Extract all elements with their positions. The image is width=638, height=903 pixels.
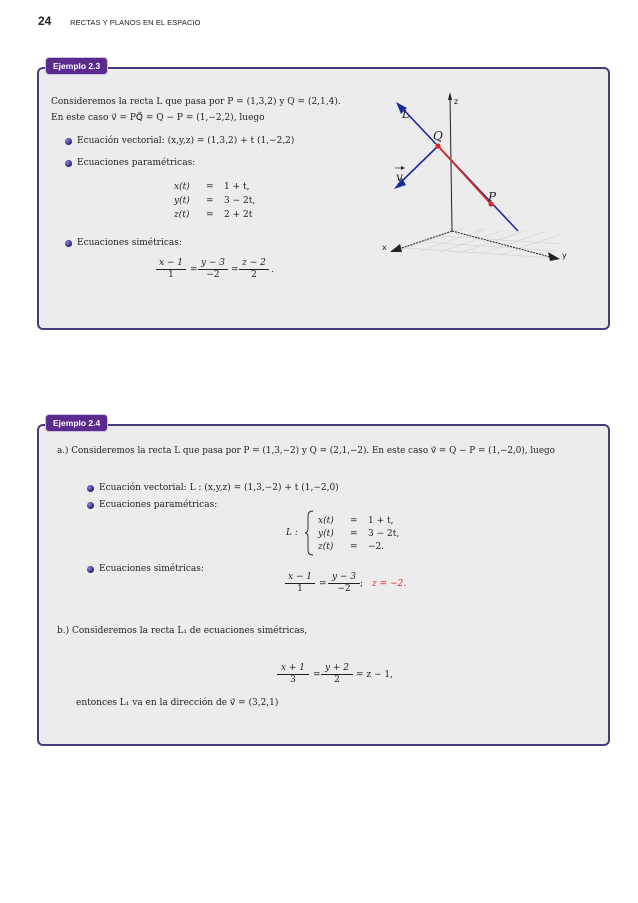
label-L: L xyxy=(402,108,410,121)
bullet-icon xyxy=(65,240,72,247)
ex2-b-line: b.) Consideremos la recta L₁ de ecuaciones simétricas, xyxy=(57,626,308,636)
v-overarrow-icon xyxy=(401,166,405,170)
page-number: 24 xyxy=(38,14,52,28)
segment-PQ xyxy=(438,146,491,204)
label-P: P xyxy=(488,190,497,204)
ex2-a-param-label: Ecuaciones paramétricas: xyxy=(99,500,218,510)
x-axis-arrow-icon xyxy=(390,244,402,252)
label-z: z xyxy=(454,97,459,106)
line-3d-figure xyxy=(372,88,580,268)
bullet-icon xyxy=(87,566,94,573)
example-tag: Ejemplo 2.3 xyxy=(45,57,108,75)
page-header xyxy=(38,14,201,28)
bullet-icon xyxy=(65,160,72,167)
z-axis xyxy=(450,96,452,231)
ex2-b-end: entonces L₁ va en la dirección de v⃗ = (3,2,1) xyxy=(76,698,279,708)
brace-icon xyxy=(304,510,314,556)
ex2-a-sym-label: Ecuaciones simétricas: xyxy=(99,564,204,574)
point-Q xyxy=(435,143,440,148)
ex1-line1: Consideremos la recta L que pasa por P = (1,3,2) y Q = (2,1,4). xyxy=(51,97,341,107)
y-axis-arrow-icon xyxy=(548,252,560,261)
ex1-param-label: Ecuaciones paramétricas: xyxy=(77,158,196,168)
label-Q: Q xyxy=(433,129,443,143)
bullet-icon xyxy=(65,138,72,145)
label-v: v xyxy=(396,170,403,184)
bullet-icon xyxy=(87,502,94,509)
bullet-icon xyxy=(87,485,94,492)
label-y: y xyxy=(562,251,567,260)
vector-v xyxy=(400,146,438,183)
chapter-title: RECTAS Y PLANOS EN EL ESPACIO xyxy=(70,18,201,27)
z-axis-arrow-icon xyxy=(448,92,452,100)
ex2-a-vector-eq: Ecuación vectorial: L : (x,y,z) = (1,3,−2) + t (1,−2,0) xyxy=(99,483,339,493)
ex1-sym-label: Ecuaciones simétricas: xyxy=(77,238,182,248)
ex1-line2: En este caso v⃗ = PQ⃗ = Q − P = (1,−2,2), luego xyxy=(51,113,265,123)
example-tag: Ejemplo 2.4 xyxy=(45,414,108,432)
ex2-a-line: a.) Consideremos la recta L que pasa por P = (1,3,−2) y Q = (2,1,−2). En este caso v⃗ = Q − P = (1,−2,0), luego xyxy=(57,446,555,456)
z-constant: z = −2. xyxy=(372,579,407,589)
x-axis xyxy=(396,231,452,250)
label-x: x xyxy=(382,243,387,252)
ex1-vector-eq: Ecuación vectorial: (x,y,z) = (1,3,2) + t (1,−2,2) xyxy=(77,136,295,146)
